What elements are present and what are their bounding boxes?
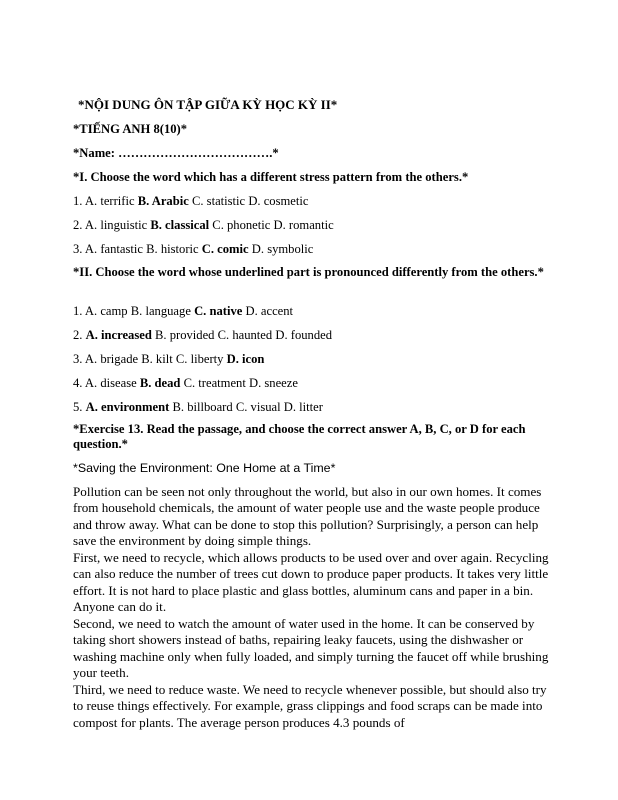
option-c: C. visual xyxy=(235,400,281,414)
question-number: 2. xyxy=(73,218,83,232)
question-number: 3. xyxy=(73,242,83,256)
question-row xyxy=(73,376,298,391)
option-b: B. billboard xyxy=(172,400,233,414)
option-d: D. sneeze xyxy=(249,376,298,390)
question-number: 2. xyxy=(73,328,83,342)
question-row xyxy=(73,304,293,319)
option-c: C. haunted xyxy=(217,328,273,342)
question-number: 1. xyxy=(73,194,83,208)
option-b: B. provided xyxy=(155,328,215,342)
option-d: D. symbolic xyxy=(251,242,314,256)
option-b: B. classical xyxy=(150,218,210,232)
option-b: B. language xyxy=(130,304,191,318)
document-title: *NỘI DUNG ÔN TẬP GIỮA KỲ HỌC KỲ II* xyxy=(78,97,338,112)
option-c: C. phonetic xyxy=(212,218,271,232)
question-row xyxy=(73,352,264,367)
passage-paragraph: First, we need to recycle, which allows products to be used over and over again. Recycling can also reduce the number of trees cut down to produce paper products. It takes very little effort. It is not hard to place plastic and glass bottles, aluminum cans and paper in a bin. Anyone can do it. xyxy=(73,550,549,615)
option-a: A. fantastic xyxy=(84,242,143,256)
option-a: A. camp xyxy=(84,304,128,318)
option-d: D. accent xyxy=(245,304,294,318)
passage-paragraph: Second, we need to watch the amount of water used in the home. It can be conserved by taking short showers instead of baths, repairing leaky faucets, using the dishwasher or washing machine only when fully loaded, and simply turning the faucet off while brushing your teeth. xyxy=(73,616,549,681)
question-number: 4. xyxy=(73,376,83,390)
option-b: B. historic xyxy=(146,242,199,256)
option-d: D. icon xyxy=(226,352,265,366)
question-row xyxy=(73,194,308,209)
option-c: C. treatment xyxy=(183,376,246,390)
question-row xyxy=(73,242,313,257)
option-c: C. native xyxy=(194,304,243,318)
option-a: A. disease xyxy=(84,376,137,390)
option-a: A. linguistic xyxy=(84,218,148,232)
exercise-13-heading: *Exercise 13. Read the passage, and choose the correct answer A, B, C, or D for each question.* xyxy=(73,422,526,451)
option-b: B. Arabic xyxy=(137,194,189,208)
question-number: 1. xyxy=(73,304,83,318)
question-row xyxy=(73,328,332,343)
option-d: D. litter xyxy=(283,400,323,414)
section-1-heading: *I. Choose the word which has a different stress pattern from the others.* xyxy=(73,170,469,184)
option-d: D. cosmetic xyxy=(248,194,309,208)
option-b: B. kilt xyxy=(141,352,173,366)
passage-paragraph: Pollution can be seen not only throughout the world, but also in our own homes. It comes from household chemicals, the amount of water people use and the waste people produce and throw away. What can be done to stop this pollution? Surprisingly, a person can help save the environment by doing simple things. xyxy=(73,484,542,549)
question-row xyxy=(73,218,334,233)
option-c: C. liberty xyxy=(175,352,224,366)
option-c: C. statistic xyxy=(191,194,246,208)
option-d: D. founded xyxy=(275,328,333,342)
passage-title: *Saving the Environment: One Home at a Time* xyxy=(73,461,336,475)
option-a: A. increased xyxy=(85,328,152,342)
passage-paragraph: Third, we need to reduce waste. We need to recycle whenever possible, but should also try to reuse things effectively. For example, grass clippings and food scraps can be made into compost for plants. The average person produces 4.3 pounds of xyxy=(73,682,547,730)
option-a: A. environment xyxy=(85,400,170,414)
question-number: 5. xyxy=(73,400,83,414)
option-c: C. comic xyxy=(201,242,249,256)
name-line: *Name: ……………………………….* xyxy=(73,146,279,160)
option-a: A. brigade xyxy=(84,352,139,366)
option-a: A. terrific xyxy=(84,194,135,208)
question-row xyxy=(73,400,323,415)
subject-line: *TIẾNG ANH 8(10)* xyxy=(73,122,188,136)
option-d: D. romantic xyxy=(273,218,334,232)
section-2-heading: *II. Choose the word whose underlined part is pronounced differently from the others.* xyxy=(73,265,544,279)
question-number: 3. xyxy=(73,352,83,366)
option-b: B. dead xyxy=(139,376,181,390)
